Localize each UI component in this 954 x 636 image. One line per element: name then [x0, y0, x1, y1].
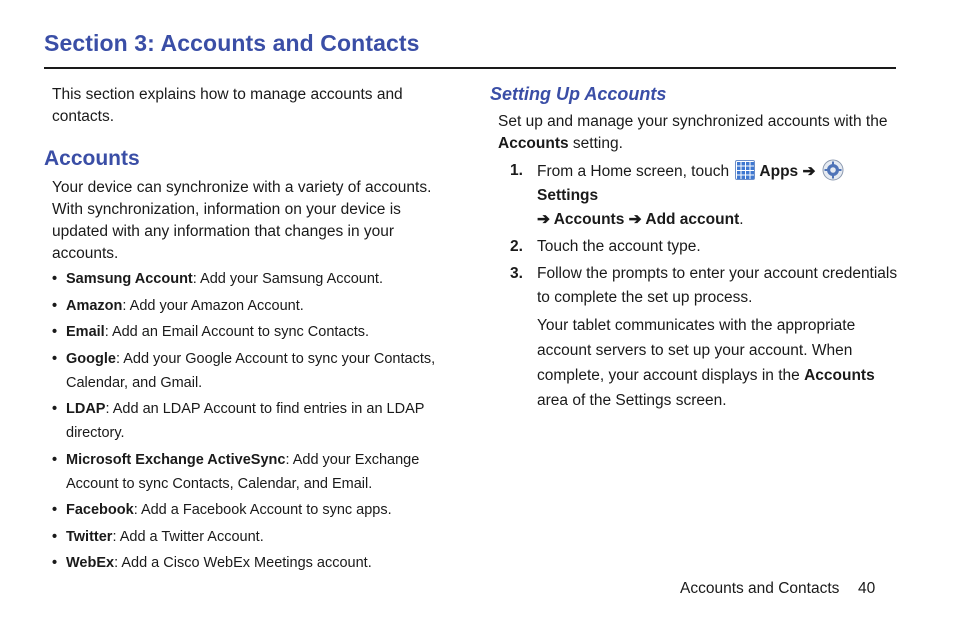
item-name: Google [66, 350, 116, 367]
item-name: Twitter [66, 528, 113, 545]
accounts-label: Accounts [553, 211, 625, 228]
item-name: Microsoft Exchange ActiveSync [66, 451, 286, 468]
item-name: Samsung Account [66, 271, 193, 287]
step-3 [510, 262, 900, 310]
list-item [52, 267, 454, 291]
step-text: Touch the account type. [537, 238, 701, 255]
arrow: ➔ [537, 211, 554, 228]
item-text: : Add a Facebook Account to sync apps. [133, 502, 392, 518]
item-text: : Add your Exchange Account to sync Contacts, Calendar, and Email. [66, 451, 420, 492]
setup-heading: Setting Up Accounts [490, 84, 667, 104]
arrow: ➔ [798, 163, 820, 180]
item-text: : Add an LDAP Account to find entries in an LDAP directory. [66, 401, 425, 441]
arrow: ➔ [624, 211, 646, 228]
step-number: 2. [510, 238, 523, 255]
item-name: WebEx [66, 555, 115, 571]
accounts-setting-label: Accounts [498, 135, 569, 152]
list-item [52, 397, 454, 445]
item-name: LDAP [66, 401, 106, 417]
page-number: 40 [858, 580, 876, 597]
section-intro: This section explains how to manage accounts and contacts. [52, 86, 403, 125]
apps-label: Apps [759, 163, 799, 180]
title-divider [44, 67, 896, 69]
step-1: 1. From a Home screen, touch Apps ➔ Settings ➔ Accounts ➔ Add account. [510, 159, 900, 232]
settings-gear-icon [822, 159, 844, 181]
right-column [490, 84, 900, 413]
accounts-heading: Accounts [44, 147, 140, 170]
accounts-description: Your device can synchronize with a variety of accounts. With synchronization, information on your device is updated with any information that changes in your accounts. [52, 179, 432, 262]
list-item [52, 551, 454, 575]
list-item [52, 347, 454, 395]
item-name: Email [66, 324, 105, 340]
item-text: : Add your Google Account to sync your Contacts, Calendar, and Gmail. [66, 350, 436, 391]
footer-section-label: Accounts and Contacts [680, 580, 840, 597]
apps-grid-icon [735, 160, 755, 180]
list-item [52, 525, 454, 549]
item-text: : Add a Cisco WebEx Meetings account. [114, 555, 372, 571]
list-item [52, 498, 454, 522]
account-types-list [44, 267, 454, 575]
item-text: : Add a Twitter Account. [112, 528, 264, 545]
item-text: : Add your Samsung Account. [192, 271, 383, 287]
list-item [52, 294, 454, 318]
step-text: Follow the prompts to enter your account credentials to complete the set up process. [537, 265, 898, 306]
setup-steps [490, 159, 900, 310]
step-number: 3. [510, 265, 523, 282]
item-text: : Add an Email Account to sync Contacts. [104, 324, 370, 340]
list-item [52, 448, 454, 496]
settings-label: Settings [537, 187, 599, 204]
add-account-label: Add account [645, 211, 740, 228]
item-name: Facebook [66, 502, 134, 518]
setup-description: Set up and manage your synchronized accounts with the Accounts setting. [498, 113, 888, 152]
section-title: Section 3: Accounts and Contacts [44, 30, 420, 56]
left-column [44, 84, 454, 578]
accounts-area-label: Accounts [804, 367, 875, 384]
step-number: 1. [510, 162, 523, 179]
list-item [52, 320, 454, 344]
step-2 [510, 235, 900, 259]
setup-note: Your tablet communicates with the appropriate account servers to set up your account. When complete, your account displays in the Accounts area of the Settings screen. [537, 317, 875, 409]
item-text: : Add your Amazon Account. [122, 297, 304, 314]
item-name: Amazon [66, 297, 123, 314]
